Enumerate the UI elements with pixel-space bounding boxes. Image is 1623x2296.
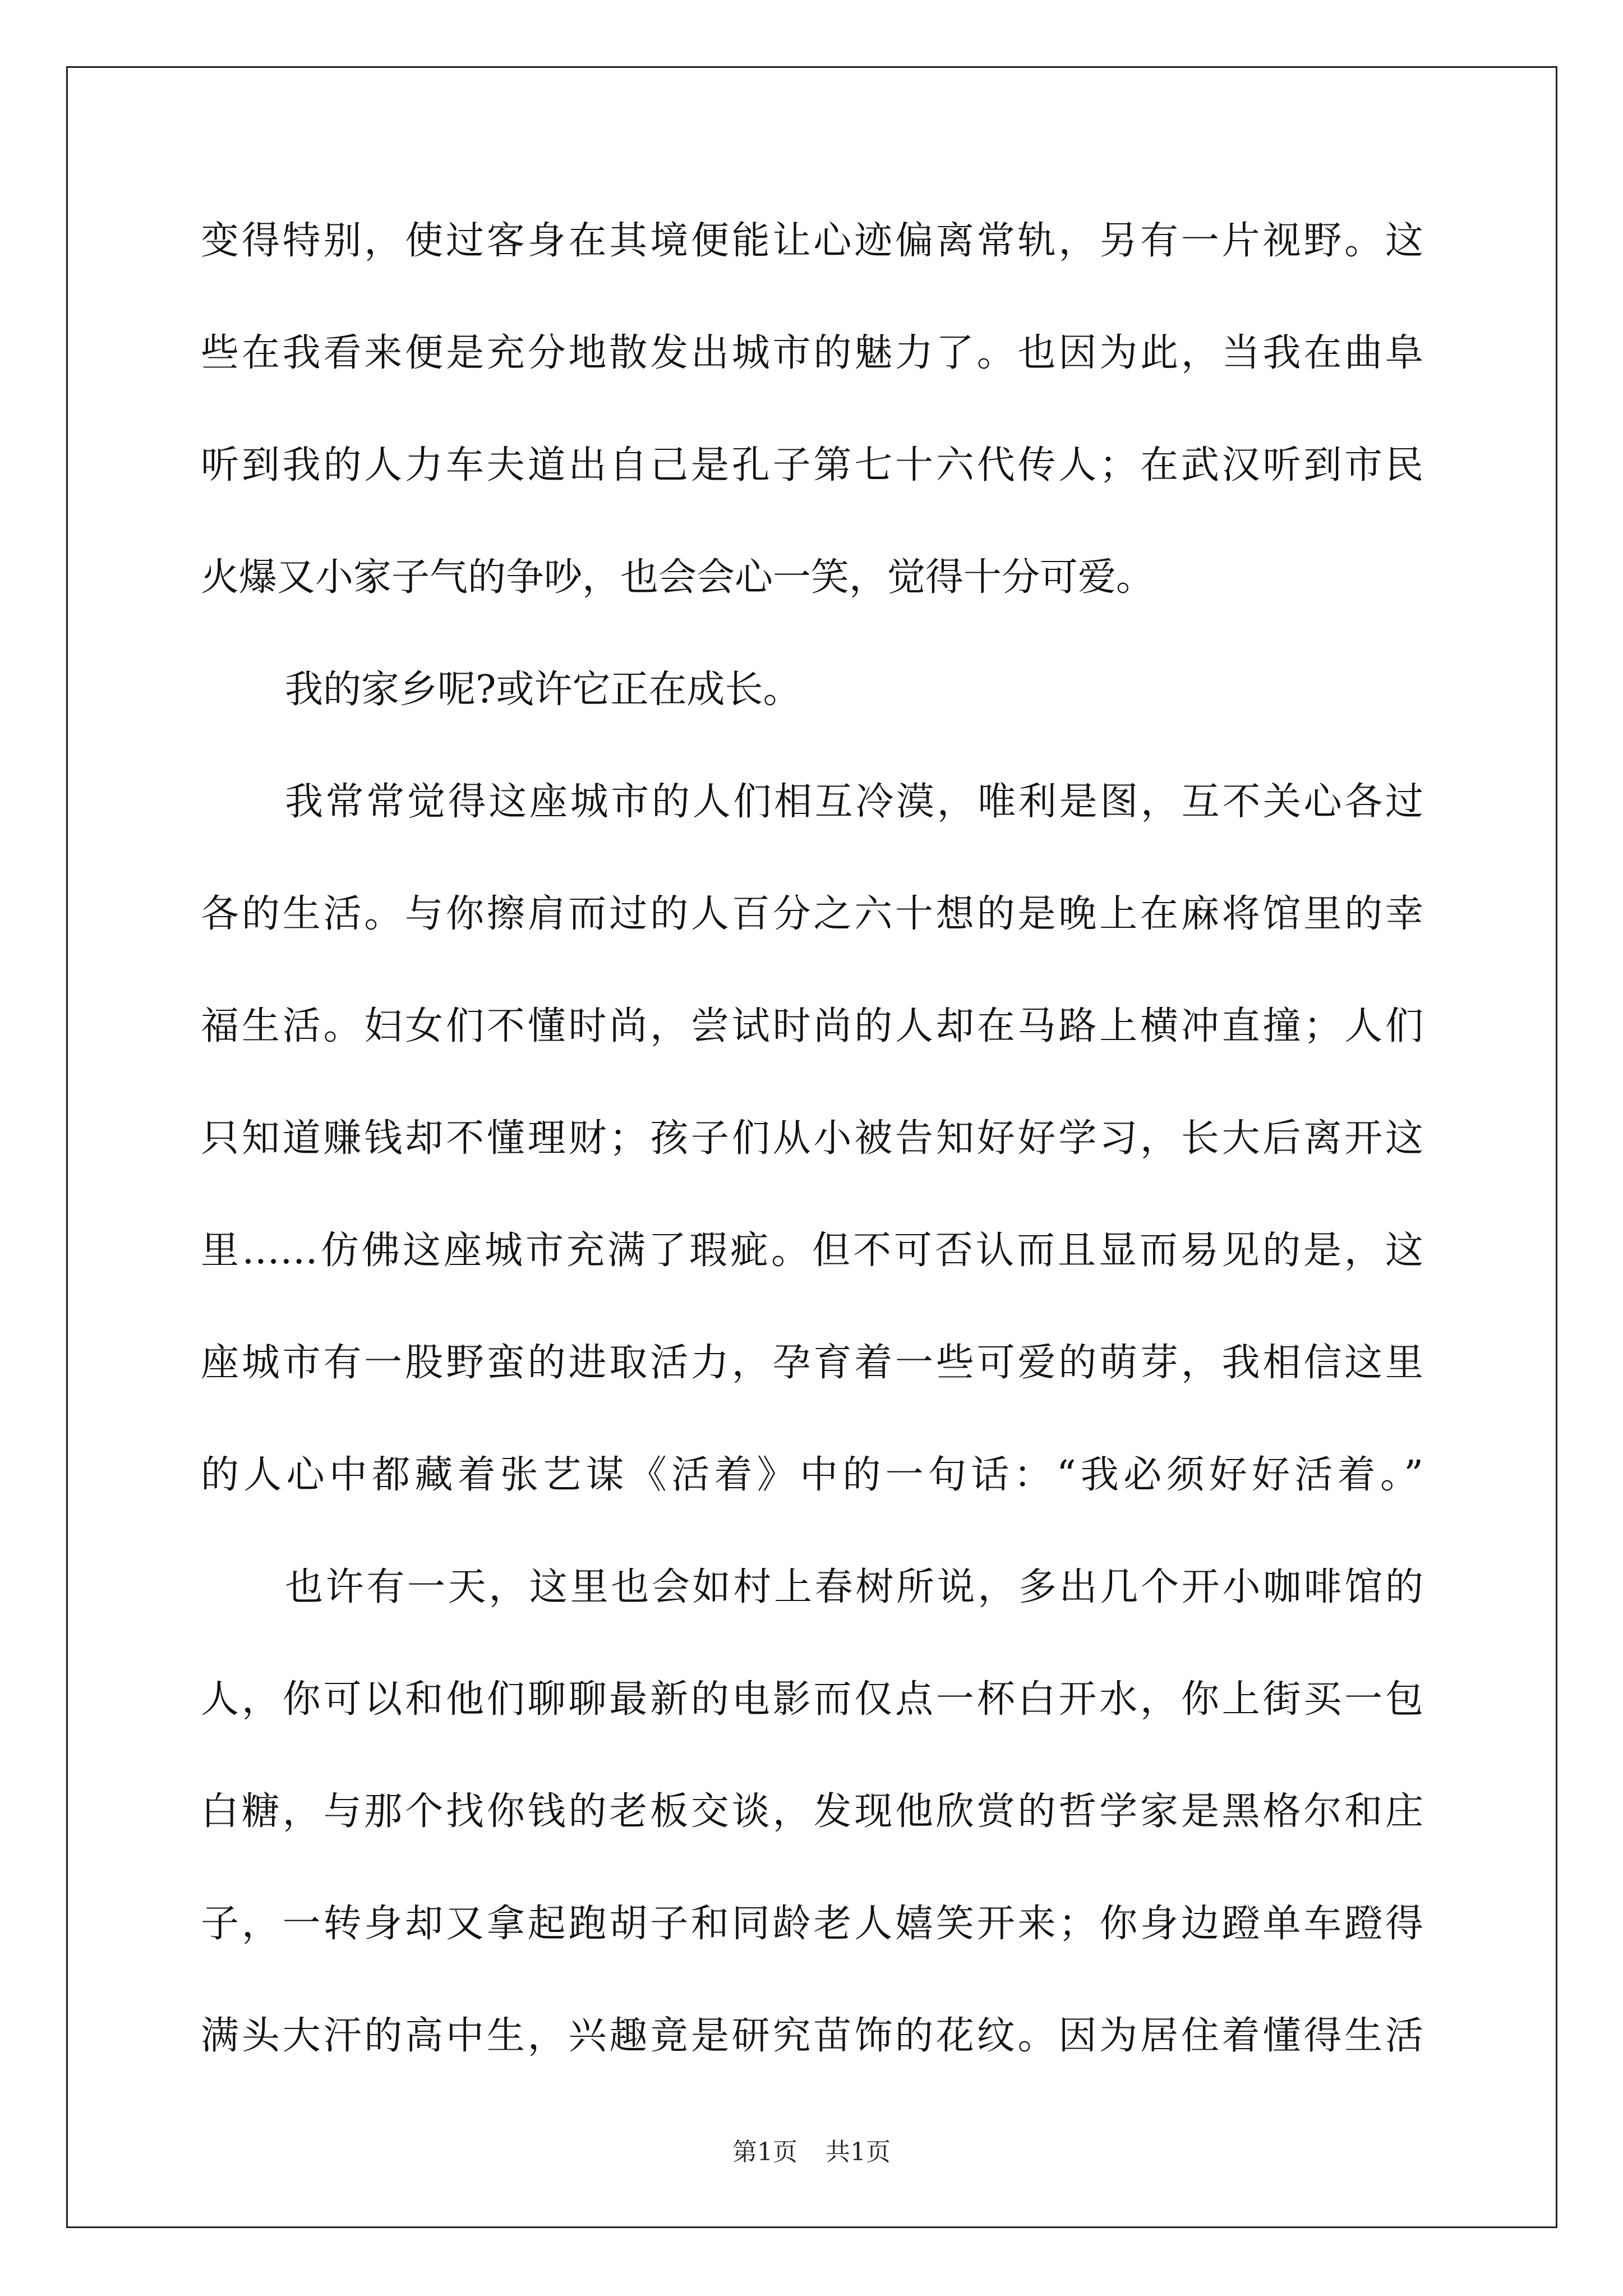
- paragraph-start-line: 我常常觉得这座城市的人们相互冷漠，唯利是图，互不关心各过: [285, 780, 1423, 824]
- paragraph-start-line: 也许有一天，这里也会如村上春树所说，多出几个开小咖啡馆的: [285, 1565, 1423, 1609]
- text-line: 火爆又小家子气的争吵，也会会心一笑，觉得十分可爱。: [201, 555, 1155, 600]
- text-line: 听到我的人力车夫道出自己是孔子第七十六代传人；在武汉听到市民: [201, 443, 1423, 487]
- page-number: 第1页: [732, 2138, 797, 2166]
- text-line: 里……仿佛这座城市充满了瑕疵。但不可否认而且显而易见的是，这: [201, 1228, 1423, 1273]
- document-body: [201, 213, 1423, 2120]
- text-line: 满头大汗的高中生，兴趣竟是研究苗饰的花纹。因为居住着懂得生活: [201, 2014, 1423, 2058]
- text-line: 只知道赚钱却不懂理财；孩子们从小被告知好好学习，长大后离开这: [201, 1116, 1423, 1161]
- text-line: 座城市有一股野蛮的进取活力，孕育着一些可爱的萌芽，我相信这里: [201, 1341, 1423, 1385]
- text-line: 的人心中都藏着张艺谋《活着》中的一句话：“我必须好好活着。”: [201, 1453, 1423, 1497]
- paragraph-start-line: 我的家乡呢?或许它正在成长。: [285, 668, 801, 712]
- text-line: 白糖，与那个找你钱的老板交谈，发现他欣赏的哲学家是黑格尔和庄: [201, 1789, 1423, 1834]
- text-line: 福生活。妇女们不懂时尚，尝试时尚的人却在马路上横冲直撞；人们: [201, 1004, 1423, 1048]
- text-line: 子，一转身却又拿起跑胡子和同龄老人嬉笑开来；你身边蹬单车蹬得: [201, 1902, 1423, 1946]
- text-line: 人，你可以和他们聊聊最新的电影而仅点一杯白开水，你上街买一包: [201, 1677, 1423, 1722]
- text-line: 些在我看来便是充分地散发出城市的魅力了。也因为此，当我在曲阜: [201, 331, 1423, 375]
- page-total: 共1页: [826, 2138, 891, 2166]
- text-line: 变得特别，使过客身在其境便能让心迹偏离常轨，另有一片视野。这: [201, 219, 1423, 263]
- page-footer: [0, 2132, 1623, 2168]
- text-line: 各的生活。与你擦肩而过的人百分之六十想的是晚上在麻将馆里的幸: [201, 892, 1423, 936]
